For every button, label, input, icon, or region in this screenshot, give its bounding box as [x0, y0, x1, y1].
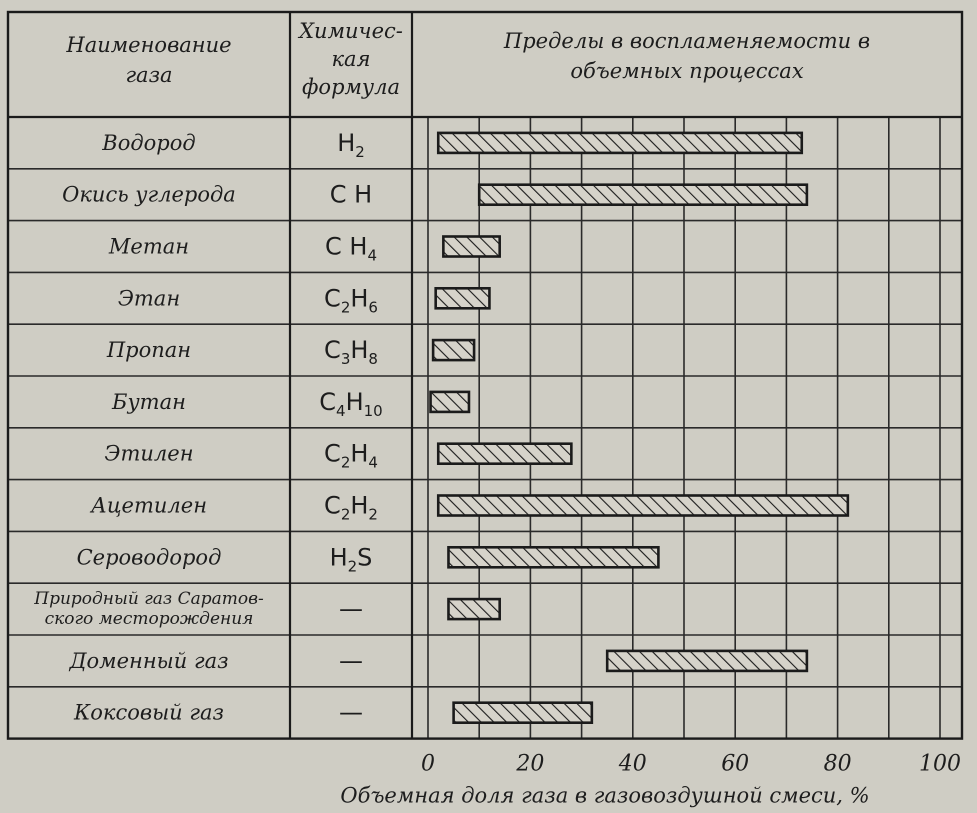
x-tick-label: 40	[618, 751, 647, 777]
chemical-formula: C $H_4$	[325, 232, 377, 265]
chemical-formula: $C_2H_2$	[324, 491, 378, 524]
flammability-range-bar	[438, 133, 802, 153]
gas-name: Природный газ Саратов-ского месторождения	[34, 589, 264, 630]
chemical-formula: —	[339, 646, 363, 675]
gas-name: Этан	[117, 286, 181, 311]
gas-name: Водород	[102, 130, 196, 155]
gas-name: Этилен	[104, 441, 194, 466]
gas-name: Бутан	[112, 389, 186, 414]
chemical-formula: $C_3H_8$	[324, 336, 378, 369]
flammability-range-bar	[436, 288, 490, 308]
x-tick-label: 20	[516, 751, 545, 777]
x-tick-label: 80	[823, 751, 852, 777]
flammability-range-bar	[454, 703, 592, 723]
gas-name: Метан	[108, 234, 190, 259]
column-headers	[65, 19, 870, 99]
x-tick-label: 0	[421, 751, 435, 777]
flammability-range-bar	[443, 237, 499, 257]
flammability-range-bar	[431, 392, 469, 412]
flammability-range-bar	[438, 444, 571, 464]
flammability-range-bar	[433, 340, 474, 360]
x-tick-label: 60	[721, 751, 750, 777]
flammability-range-bar	[607, 651, 807, 671]
gas-name: Окись углерода	[62, 182, 236, 207]
flammability-range-bar	[479, 185, 807, 205]
header-formula: Химичес-кая формула	[299, 19, 403, 99]
gas-name: Ацетилен	[90, 493, 208, 518]
x-tick-labels	[421, 752, 961, 777]
chart-title: Пределы в воспламеняемости в объемных процессах	[503, 29, 871, 83]
chemical-formula: C H	[329, 180, 373, 209]
chemical-formula: $H_2$	[337, 128, 365, 161]
chemical-formula: —	[339, 698, 363, 727]
chemical-formula: $H_2S$	[329, 543, 373, 576]
chemical-formula: —	[339, 595, 363, 624]
chemical-formula: $C_2H_4$	[324, 439, 378, 472]
x-axis-label: Объемная доля газа в газовоздушной смеси, %	[340, 783, 870, 808]
grid	[8, 117, 962, 739]
header-name: Наименование газа	[66, 33, 232, 87]
gas-name: Сероводород	[76, 545, 222, 570]
gas-name: Коксовый газ	[74, 700, 224, 725]
flammability-range-bar	[448, 599, 499, 619]
x-tick-label: 100	[919, 751, 961, 777]
flammability-range-bar	[438, 496, 848, 516]
chemical-formula: $C_4H_{10}$	[319, 387, 383, 420]
chemical-formula: $C_2H_6$	[324, 284, 378, 317]
gas-name: Доменный газ	[69, 648, 229, 673]
gas-name: Пропан	[106, 338, 192, 363]
flammability-range-bar	[448, 547, 658, 567]
